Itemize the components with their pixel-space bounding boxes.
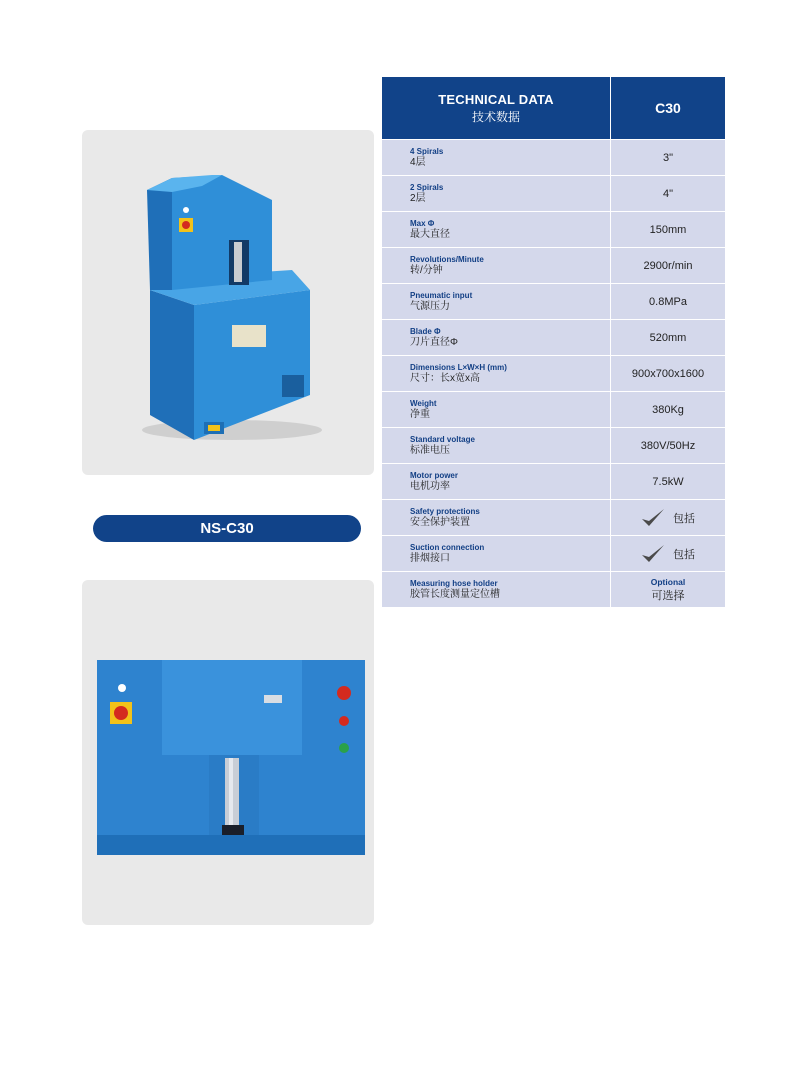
row-value: 4" xyxy=(662,187,674,200)
row-label-zh: 气源压力 xyxy=(410,300,450,312)
model-label: NS-C30 xyxy=(93,515,361,542)
table-row xyxy=(382,571,725,607)
row-value: 150mm xyxy=(649,223,687,236)
table-row xyxy=(382,175,725,211)
machine-photo xyxy=(82,130,374,475)
table-row xyxy=(382,247,725,283)
row-label-en: Dimensions L×W×H (mm) xyxy=(410,362,507,372)
row-label-zh: 电机功率 xyxy=(410,480,450,492)
table-row xyxy=(382,499,725,535)
row-label-zh: 胶管长度测量定位槽 xyxy=(410,588,500,600)
row-label-zh: 2层 xyxy=(410,192,426,204)
table-header xyxy=(382,77,725,139)
machine-photo-panel xyxy=(82,130,374,475)
checkmark-icon xyxy=(641,508,665,528)
row-label-en: Weight xyxy=(410,398,437,408)
table-row xyxy=(382,427,725,463)
technical-data-table xyxy=(382,77,725,607)
row-value: 包括 xyxy=(673,548,695,561)
row-label-zh: 转/分钟 xyxy=(410,264,443,276)
row-value: 包括 xyxy=(673,512,695,525)
row-value-en: Optional xyxy=(650,576,686,587)
table-row xyxy=(382,463,725,499)
row-label-en: Suction connection xyxy=(410,542,485,552)
row-label-en: Measuring hose holder xyxy=(410,578,498,588)
row-label-zh: 4层 xyxy=(410,156,426,168)
row-value: 0.8MPa xyxy=(649,295,687,308)
row-label-zh: 净重 xyxy=(410,408,430,420)
row-value: 380V/50Hz xyxy=(640,439,696,452)
model-column-header: C30 xyxy=(655,100,681,116)
row-label-en: 4 Spirals xyxy=(410,146,444,156)
row-label-zh: 安全保护装置 xyxy=(410,516,470,528)
row-label-en: Standard voltage xyxy=(410,434,475,444)
table-row xyxy=(382,139,725,175)
row-label-zh: 标准电压 xyxy=(410,444,450,456)
row-label-zh: 刀片直径Φ xyxy=(410,336,458,348)
row-label-en: Blade Φ xyxy=(410,326,441,336)
machine-closeup-photo xyxy=(82,580,374,925)
machine-closeup-panel xyxy=(82,580,374,925)
row-label-en: 2 Spirals xyxy=(410,182,444,192)
row-value: 380Kg xyxy=(652,403,684,416)
table-row xyxy=(382,283,725,319)
row-label-en: Revolutions/Minute xyxy=(410,254,484,264)
row-label-en: Pneumatic input xyxy=(410,290,473,300)
row-label-en: Motor power xyxy=(410,470,458,480)
table-row xyxy=(382,391,725,427)
row-label-zh: 最大直径 xyxy=(410,228,450,240)
header-title xyxy=(382,77,611,139)
row-label-zh: 尺寸：长x宽x高 xyxy=(410,372,480,384)
table-row xyxy=(382,319,725,355)
checkmark-icon xyxy=(641,544,665,564)
row-label-zh: 排烟接口 xyxy=(410,552,450,564)
row-label-en: Safety protections xyxy=(410,506,480,516)
table-row xyxy=(382,211,725,247)
row-value: 520mm xyxy=(649,331,687,344)
row-value: 7.5kW xyxy=(652,475,684,488)
table-row xyxy=(382,355,725,391)
row-label-en: Max Φ xyxy=(410,218,435,228)
row-value: 2900r/min xyxy=(643,259,693,272)
header-title-en: TECHNICAL DATA xyxy=(438,91,554,107)
row-value: 900x700x1600 xyxy=(631,367,705,380)
row-value: 3" xyxy=(662,151,674,164)
header-title-zh: 技术数据 xyxy=(471,109,520,124)
row-value: 可选择 xyxy=(651,589,685,602)
table-row xyxy=(382,535,725,571)
